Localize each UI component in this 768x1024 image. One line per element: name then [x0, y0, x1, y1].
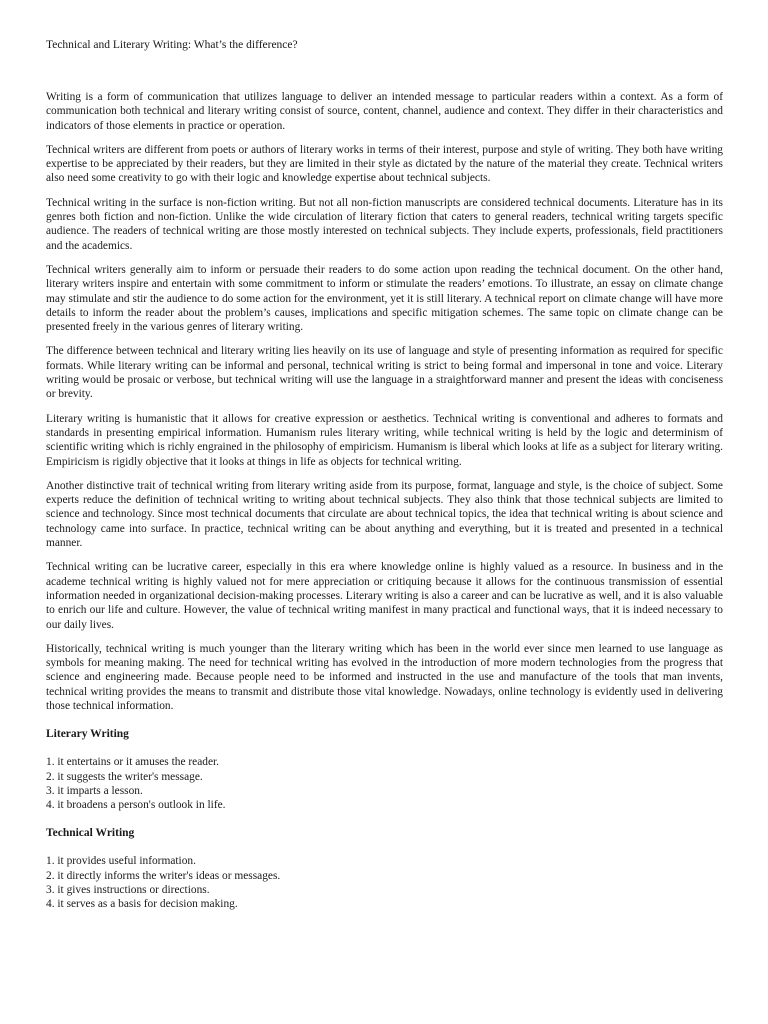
list-item: 3. it gives instructions or directions. — [46, 884, 210, 897]
paragraph-8: Technical writing can be lucrative career, especially in this era where knowledge online is highly valued as a resource. In business and in the academe technical writing is highly valued not for mere appreciation or critiquing because it allows for the continuous transmission of essential information needed in organizational decision-making processes. Literary writing is also a career and can be lucrative as well, and it is also valuable to enrich our life and culture. However, the value of technical writing manifest in many practical and functional ways, that it is indeed necessary to our daily lives. — [46, 561, 723, 631]
list-item: 4. it serves as a basis for decision making. — [46, 898, 238, 911]
technical-writing-list — [46, 854, 723, 911]
list-item: 4. it broadens a person's outlook in life. — [46, 799, 226, 812]
literary-writing-heading: Literary Writing — [46, 728, 129, 741]
list-item: 2. it suggests the writer's message. — [46, 770, 203, 783]
literary-writing-list — [46, 755, 723, 812]
list-item: 3. it imparts a lesson. — [46, 784, 143, 797]
document-title: Technical and Literary Writing: What’s the difference? — [46, 39, 298, 51]
paragraph-3: Technical writing in the surface is non-fiction writing. But not all non-fiction manuscripts are considered technical documents. Literature has in its genres both fiction and non-fiction. Unlike the wide circulation of literary fiction that caters to general readers, technical writing targets specific audience. The readers of technical writing are those mostly interested on technical subjects. They include experts, professionals, field practitioners and the academics. — [46, 196, 723, 252]
document-page — [46, 38, 723, 912]
paragraph-2: Technical writers are different from poets or authors of literary works in terms of their interest, purpose and style of writing. They both have writing expertise to be appreciated by their readers, but they are limited in their style as dictated by the nature of the material they create. Technical writers also need some creativity to go with their logic and knowledge expertise about technical subjects. — [46, 143, 723, 185]
paragraph-4: Technical writers generally aim to inform or persuade their readers to do some action upon reading the technical document. On the other hand, literary writers inspire and entertain with some commitment to inform or stimulate the readers’ emotions. To illustrate, an essay on climate change may stimulate and stir the audience to do some action for the environment, yet it is still literary. A technical report on climate change will have more details to inform the reader about the problem’s causes, implications and specific mitigation schemes. The same topic on climate change can be presented freely in the various genres of literary writing. — [46, 263, 723, 334]
list-item: 2. it directly informs the writer's ideas or messages. — [46, 869, 281, 882]
list-item: 1. it entertains or it amuses the reader. — [46, 756, 220, 769]
technical-writing-heading: Technical Writing — [46, 827, 135, 840]
list-item: 1. it provides useful information. — [46, 855, 196, 868]
paragraph-1: Writing is a form of communication that utilizes language to deliver an intended message to particular readers within a context. As a form of communication both technical and literary writing consist of source, content, channel, audience and context. They differ in their characteristics and indicators of those elements in practice or operation. — [46, 91, 723, 132]
paragraph-6: Literary writing is humanistic that it allows for creative expression or aesthetics. Technical writing is conventional and adheres to formats and standards in presenting empirical information. Humanism rules literary writing, while technical writing is held by the logic and determinism of scientific writing which is richly engrained in the philosophy of empiricism. Humanism is liberal which looks at life as a subject for literary writing. Empiricism is rigidly objective that it looks at things in life as objects for technical writing. — [46, 412, 723, 468]
paragraph-5: The difference between technical and literary writing lies heavily on its use of language and style of presenting information as required for specific formats. While literary writing can be informal and personal, technical writing is strict to being formal and impersonal in tone and voice. Literary writing would be prosaic or verbose, but technical writing will use the language in a straightforward manner and present the ideas with conciseness or brevity. — [46, 345, 723, 401]
paragraph-9: Historically, technical writing is much younger than the literary writing which has been in the world ever since men learned to use language as symbols for meaning making. The need for technical writing has evolved in the introduction of more modern technologies from the progress that science and engineering made. Because people need to be informed and instructed in the use and manufacture of the tools that man invents, technical writing provides the means to transmit and distribute those vital knowledge. Nowadays, online technology is evidently used in delivering those technical information. — [46, 642, 723, 712]
paragraph-7: Another distinctive trait of technical writing from literary writing aside from its purpose, format, language and style, is the choice of subject. Some experts reduce the definition of technical writing to writing about technical subjects. They also think that those technical subjects are limited to science and technology. Since most technical documents that circulate are about technical topics, the idea that technical writing is about science and technology came into surface. In practice, technical writing can be about anything and everything, but it is treated and presented in a technical manner. — [46, 479, 723, 550]
